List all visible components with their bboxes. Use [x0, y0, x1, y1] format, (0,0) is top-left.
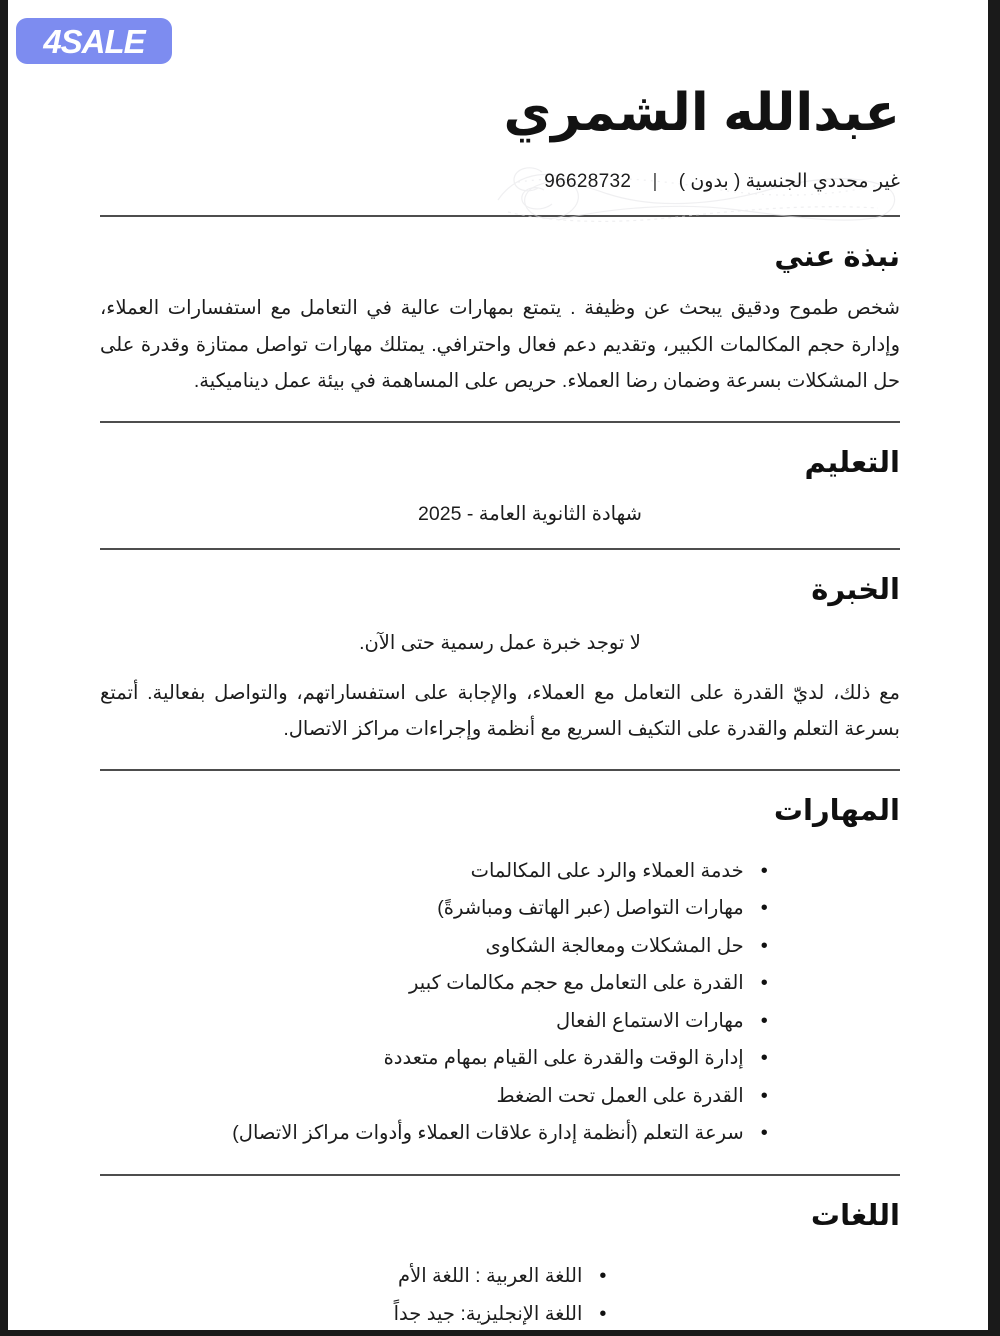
skills-list-wrapper — [100, 831, 900, 1153]
section-title-languages: اللغات — [810, 1200, 900, 1233]
section-title-experience: الخبرة — [811, 574, 900, 607]
contact-row — [100, 170, 900, 193]
skill-list-item: • مهارات التواصل (عبر الهاتف ومباشرةً) — [437, 890, 767, 927]
section-experience — [100, 550, 900, 747]
skill-list-item: • حل المشكلات ومعالجة الشكاوى — [486, 928, 768, 965]
languages-list-wrapper — [100, 1236, 900, 1330]
skill-list-item: • سرعة التعلم (أنظمة إدارة علاقات العملاء وأدوات مراكز الاتصال) — [232, 1115, 767, 1152]
page-bottom-edge — [0, 1330, 1000, 1336]
experience-line-1: لا توجد خبرة عمل رسمية حتى الآن. — [359, 632, 641, 655]
cv-content-column — [100, 0, 900, 1330]
candidate-name: عبدالله الشمري — [503, 84, 900, 142]
section-education — [100, 423, 900, 527]
section-languages — [100, 1176, 900, 1330]
languages-list — [394, 1258, 607, 1330]
cv-paper-sheet — [8, 0, 988, 1330]
section-skills — [100, 771, 900, 1152]
language-list-item: • اللغة الإنجليزية: جيد جداً — [394, 1296, 607, 1330]
skills-list — [232, 853, 767, 1153]
nationality-text: غير محددي الجنسية ( بدون ) — [678, 170, 900, 192]
section-title-skills: المهارات — [773, 795, 900, 828]
4sale-logo-text: 4SALE — [43, 22, 145, 60]
skill-list-item: • القدرة على العمل تحت الضغط — [496, 1078, 767, 1115]
section-title-education: التعليم — [804, 446, 900, 479]
education-entry: شهادة الثانوية العامة - 2025 — [418, 503, 642, 526]
contact-separator: | — [652, 170, 658, 192]
skill-list-item: • خدمة العملاء والرد على المكالمات — [471, 853, 768, 890]
skill-list-item: • القدرة على التعامل مع حجم مكالمات كبير — [409, 965, 768, 1002]
section-about — [100, 217, 900, 399]
about-text: شخص طموح ودقيق يبحث عن وظيفة . يتمتع بمهارات عالية في التعامل مع استفسارات العملاء، وإدارة حجم المكالمات الكبير، وتقديم دعم فعال واحترافي. يمتلك مهارات تواصل ممتازة وقدرة على حل المشكلات بسرعة وضمان رضا العملاء. حريص على المساهمة في بيئة عمل ديناميكية. — [100, 297, 900, 392]
section-title-about: نبذة عني — [774, 240, 900, 273]
experience-line-2: مع ذلك، لديّ القدرة على التعامل مع العملاء، والإجابة على استفساراتهم، والتواصل بفعالية. أتمتع بسرعة التعلم والقدرة على التكيف السريع مع أنظمة وإجراءات مراكز الاتصال. — [100, 682, 900, 741]
skill-list-item: • إدارة الوقت والقدرة على القيام بمهام متعددة — [384, 1040, 768, 1077]
language-list-item: • اللغة العربية : اللغة الأم — [398, 1258, 606, 1295]
phone-number[interactable]: 96628732 — [544, 170, 632, 192]
skill-list-item: • مهارات الاستماع الفعال — [556, 1003, 768, 1040]
